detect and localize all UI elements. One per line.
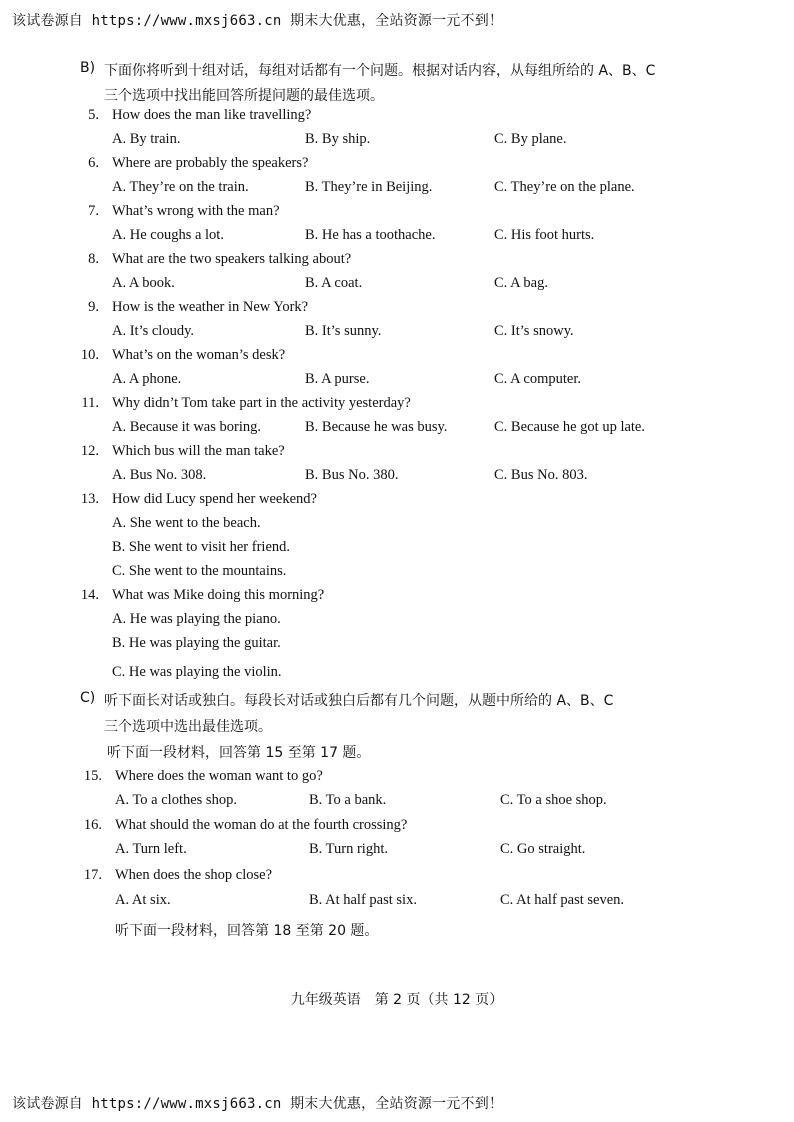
question-number: 9.: [88, 299, 99, 315]
section-b-instruction-line2: 三个选项中找出能回答所提问题的最佳选项。: [104, 88, 384, 104]
question-text: How did Lucy spend her weekend?: [112, 491, 317, 507]
option-c: C. A computer.: [494, 371, 581, 387]
question-text: What are the two speakers talking about?: [112, 251, 352, 267]
option-a: A. Because it was boring.: [112, 419, 261, 435]
question-text: What’s wrong with the man?: [112, 203, 280, 219]
question-number: 10.: [80, 347, 99, 363]
question-text: Where does the woman want to go?: [115, 768, 323, 784]
option-b: B. Bus No. 380.: [305, 467, 399, 483]
question-number: 17.: [83, 867, 102, 883]
section-c-material-intro-2: 听下面一段材料，回答第 18 至第 20 题。: [115, 923, 379, 939]
option-a: A. A phone.: [112, 371, 182, 387]
section-c-marker: C): [80, 690, 96, 706]
option-a: A. He coughs a lot.: [112, 227, 224, 243]
source-banner-bottom: 该试卷源自 https://www.mxsj663.cn 期末大优惠，全站资源一元不到！: [12, 1096, 504, 1112]
option-a: A. Bus No. 308.: [112, 467, 207, 483]
section-c-material-intro-1: 听下面一段材料，回答第 15 至第 17 题。: [107, 745, 371, 761]
question-number: 14.: [80, 587, 99, 603]
option-c: C. They’re on the plane.: [494, 179, 635, 195]
question-number: 15.: [83, 768, 102, 784]
question-text: How is the weather in New York?: [112, 299, 309, 315]
question-number: 5.: [88, 107, 99, 123]
option-b: B. Because he was busy.: [305, 419, 448, 435]
section-c-instruction-line1: 听下面长对话或独白。每段长对话或独白后都有几个问题，从题中所给的 A、B、C: [104, 693, 614, 709]
option-b: B. He was playing the guitar.: [112, 635, 281, 651]
section-c-instruction-line2: 三个选项中选出最佳选项。: [104, 719, 272, 735]
source-banner-top: 该试卷源自 https://www.mxsj663.cn 期末大优惠，全站资源一元不到！: [12, 13, 504, 29]
option-c: C. It’s snowy.: [494, 323, 574, 339]
page-footer: 九年级英语 第 2 页（共 12 页）: [290, 992, 504, 1008]
option-c: C. Bus No. 803.: [494, 467, 588, 483]
section-b-instruction-line1: 下面你将听到十组对话，每组对话都有一个问题。根据对话内容，从每组所给的 A、B、C: [104, 63, 656, 79]
option-b: B. At half past six.: [309, 892, 417, 908]
option-a: A. To a clothes shop.: [115, 792, 237, 808]
option-b: B. A purse.: [305, 371, 370, 387]
question-text: What should the woman do at the fourth crossing?: [115, 817, 408, 833]
option-c: C. A bag.: [494, 275, 548, 291]
section-b-marker: B): [80, 60, 96, 76]
option-a: A. He was playing the piano.: [112, 611, 281, 627]
option-b: B. By ship.: [305, 131, 371, 147]
option-a: A. At six.: [115, 892, 171, 908]
option-c: C. Because he got up late.: [494, 419, 645, 435]
option-a: A. Turn left.: [115, 841, 187, 857]
question-number: 13.: [80, 491, 99, 507]
option-c: C. To a shoe shop.: [500, 792, 607, 808]
option-a: A. A book.: [112, 275, 175, 291]
option-b: B. It’s sunny.: [305, 323, 382, 339]
option-c: C. His foot hurts.: [494, 227, 595, 243]
question-text: Where are probably the speakers?: [112, 155, 309, 171]
option-b: B. They’re in Beijing.: [305, 179, 433, 195]
option-c: C. He was playing the violin.: [112, 664, 282, 680]
question-number: 6.: [88, 155, 99, 171]
option-a: A. By train.: [112, 131, 181, 147]
option-c: C. By plane.: [494, 131, 567, 147]
option-c: C. Go straight.: [500, 841, 586, 857]
option-b: B. To a bank.: [309, 792, 387, 808]
question-number: 7.: [88, 203, 99, 219]
option-a: A. They’re on the train.: [112, 179, 249, 195]
question-number: 11.: [81, 395, 99, 411]
question-text: What was Mike doing this morning?: [112, 587, 325, 603]
question-text: How does the man like travelling?: [112, 107, 312, 123]
option-b: B. She went to visit her friend.: [112, 539, 291, 555]
option-c: C. She went to the mountains.: [112, 563, 287, 579]
option-a: A. She went to the beach.: [112, 515, 261, 531]
option-c: C. At half past seven.: [500, 892, 625, 908]
option-b: B. Turn right.: [309, 841, 388, 857]
question-number: 8.: [88, 251, 99, 267]
question-text: What’s on the woman’s desk?: [112, 347, 286, 363]
question-number: 12.: [80, 443, 99, 459]
question-text: Why didn’t Tom take part in the activity yesterday?: [112, 395, 411, 411]
option-a: A. It’s cloudy.: [112, 323, 195, 339]
option-b: B. He has a toothache.: [305, 227, 436, 243]
question-text: When does the shop close?: [115, 867, 273, 883]
question-number: 16.: [83, 817, 102, 833]
question-text: Which bus will the man take?: [112, 443, 285, 459]
option-b: B. A coat.: [305, 275, 363, 291]
